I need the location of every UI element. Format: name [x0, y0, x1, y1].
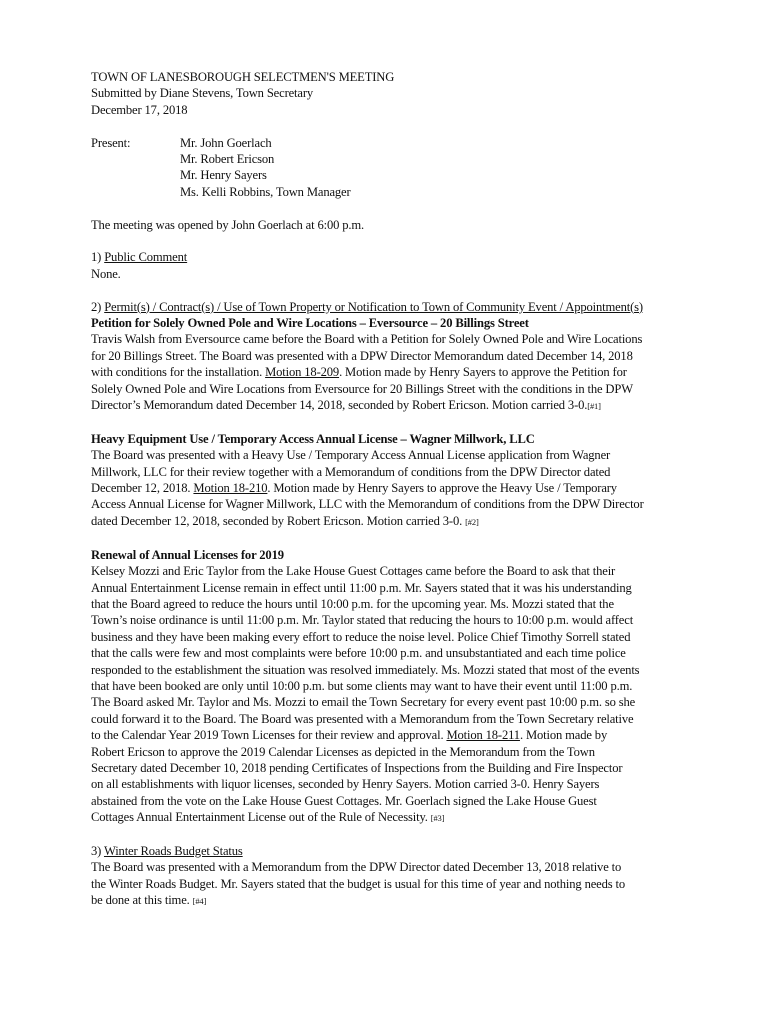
- item-text: Access Annual License for Wagner Millwork, LLC with the Memorandum of conditions from the DPW Director: [91, 497, 644, 512]
- item-text: that have been booked are only until 10:00 p.m. but some clients may want to have their event until 11:00 p.m.: [91, 678, 633, 693]
- item-text-part: . Motion made by: [519, 728, 608, 743]
- item-text: The Board asked Mr. Taylor and Ms. Mozzi to email the Town Secretary for every event past 10:00 p.m. so she: [91, 695, 636, 710]
- agenda-item-eversource: [91, 315, 711, 414]
- section-heading: [91, 843, 711, 859]
- item-title: Petition for Solely Owned Pole and Wire Locations – Eversource – 20 Billings Street: [91, 316, 529, 331]
- attendee-list: [180, 135, 351, 201]
- item-text: Kelsey Mozzi and Eric Taylor from the Lake House Guest Cottages came before the Board to ask that their: [91, 564, 616, 579]
- opening-statement: The meeting was opened by John Goerlach at 6:00 p.m.: [91, 217, 365, 232]
- attendance: [91, 135, 711, 201]
- item-text: Robert Ericson to approve the 2019 Calendar Licenses as depicted in the Memorandum from the Town: [91, 744, 595, 759]
- item-text: [91, 809, 711, 826]
- attendee: Mr. Henry Sayers: [180, 168, 267, 183]
- item-text-part: December 12, 2018.: [91, 481, 194, 496]
- item-text: Secretary dated December 10, 2018 pending Certificates of Inspections from the Building and Fire Inspector: [91, 760, 623, 775]
- reference-tag: [#4]: [192, 896, 207, 907]
- section-number: 1): [91, 250, 105, 265]
- item-title: Heavy Equipment Use / Temporary Access Annual License – Wagner Millwork, LLC: [91, 431, 535, 446]
- item-text: Millwork, LLC for their review together with a Memorandum of conditions from the DPW Director dated: [91, 464, 611, 479]
- item-text: on all establishments with liquor licenses, seconded by Henry Sayers. Motion carried 3-0. Henry Sayers: [91, 777, 600, 792]
- section-title: Permit(s) / Contract(s) / Use of Town Property or Notification to Town of Community Event / Appointment(s): [104, 299, 643, 314]
- attendee: Mr. John Goerlach: [180, 135, 272, 150]
- item-text: Town’s noise ordinance is until 11:00 p.m. Mr. Taylor stated that reducing the hours to 10:00 p.m. would affect: [91, 613, 634, 628]
- section-heading: [91, 299, 711, 315]
- item-text: [91, 480, 711, 496]
- item-title: Renewal of Annual Licenses for 2019: [91, 547, 284, 562]
- item-text: [91, 727, 711, 743]
- attendee: Mr. Robert Ericson: [180, 152, 275, 167]
- section-permits: [91, 299, 711, 827]
- item-text-part: be done at this time.: [91, 893, 193, 908]
- section-winter-roads: [91, 843, 711, 910]
- item-text-part: with conditions for the installation.: [91, 365, 266, 380]
- minutes-page: [91, 69, 711, 910]
- item-text: responded to the establishment the situation was resolved immediately. Ms. Mozzi stated that most of the events: [91, 662, 640, 677]
- motion-number: Motion 18-211: [446, 728, 520, 743]
- section-number: 3): [91, 843, 104, 858]
- item-text-part: Cottages Annual Entertainment License out of the Rule of Necessity.: [91, 810, 431, 825]
- item-text: Travis Walsh from Eversource came before the Board with a Petition for Solely Owned Pole and Wire Locations: [91, 332, 643, 347]
- item-text: could forward it to the Board. The Board was presented with a Memorandum from the Town Secretary relative: [91, 711, 634, 726]
- item-text: the Winter Roads Budget. Mr. Sayers stated that the budget is usual for this time of year and nothing needs to: [91, 876, 625, 891]
- item-text-part: . Motion made by Henry Sayers to approve the Heavy Use / Temporary: [267, 481, 617, 496]
- motion-number: Motion 18-209: [265, 365, 340, 380]
- item-text: for 20 Billings Street. The Board was presented with a DPW Director Memorandum dated December 14, 2018: [91, 348, 633, 363]
- item-text-part: dated December 12, 2018, seconded by Robert Ericson. Motion carried 3-0.: [91, 513, 466, 528]
- reference-tag: [#2]: [465, 516, 479, 527]
- section-title: Public Comment: [104, 250, 188, 265]
- document-title: TOWN OF LANESBOROUGH SELECTMEN'S MEETING: [91, 70, 395, 84]
- section-number: 2): [91, 299, 105, 314]
- item-text: [91, 397, 711, 414]
- item-text: business and they have been making every effort to reduce the noise level. Police Chief Timothy Sorrell stated: [91, 629, 631, 644]
- item-text-part: Director’s Memorandum dated December 14, 2018, seconded by Robert Ericson. Motion carried 3-0.: [91, 398, 588, 413]
- submitted-by: Submitted by Diane Stevens, Town Secretary: [91, 86, 314, 101]
- agenda-item-license-renewal: [91, 547, 711, 827]
- reference-tag: [#1]: [587, 401, 601, 412]
- item-text: The Board was presented with a Heavy Use / Temporary Access Annual License application from Wagner: [91, 448, 611, 463]
- item-text: abstained from the vote on the Lake House Guest Cottages. Mr. Goerlach signed the Lake House Guest: [91, 793, 597, 808]
- item-text: Solely Owned Pole and Wire Locations from Eversource for 20 Billings Street with the conditions in the DPW: [91, 381, 633, 396]
- item-text: that the Board agreed to reduce the hours until 10:00 p.m. for the upcoming year. Ms. Mozzi stated that the: [91, 596, 614, 611]
- reference-tag: [#3]: [430, 813, 445, 824]
- item-text: that the calls were few and most complaints were before 10:00 p.m. and unsubstantiated and each time police: [91, 646, 626, 661]
- item-text: The Board was presented with a Memorandum from the DPW Director dated December 13, 2018 relative to: [91, 860, 622, 875]
- section-title: Winter Roads Budget Status: [103, 843, 243, 858]
- section-heading: [91, 249, 711, 265]
- item-text: [91, 513, 711, 530]
- attendee: Ms. Kelli Robbins, Town Manager: [180, 184, 351, 199]
- item-text-part: to the Calendar Year 2019 Town Licenses for their review and approval.: [91, 728, 447, 743]
- item-text: [91, 892, 711, 909]
- meeting-date: December 17, 2018: [91, 102, 188, 117]
- agenda-item-wagner-millwork: [91, 431, 711, 530]
- item-text-part: . Motion made by Henry Sayers to approve the Petition for: [339, 365, 627, 380]
- motion-number: Motion 18-210: [193, 481, 268, 496]
- present-label: Present:: [91, 135, 131, 150]
- section-public-comment: [91, 249, 711, 282]
- section-body: None.: [91, 266, 121, 281]
- item-text: [91, 364, 711, 380]
- item-text: Annual Entertainment License remain in effect until 11:00 p.m. Mr. Sayers stated that it was his understanding: [91, 580, 632, 595]
